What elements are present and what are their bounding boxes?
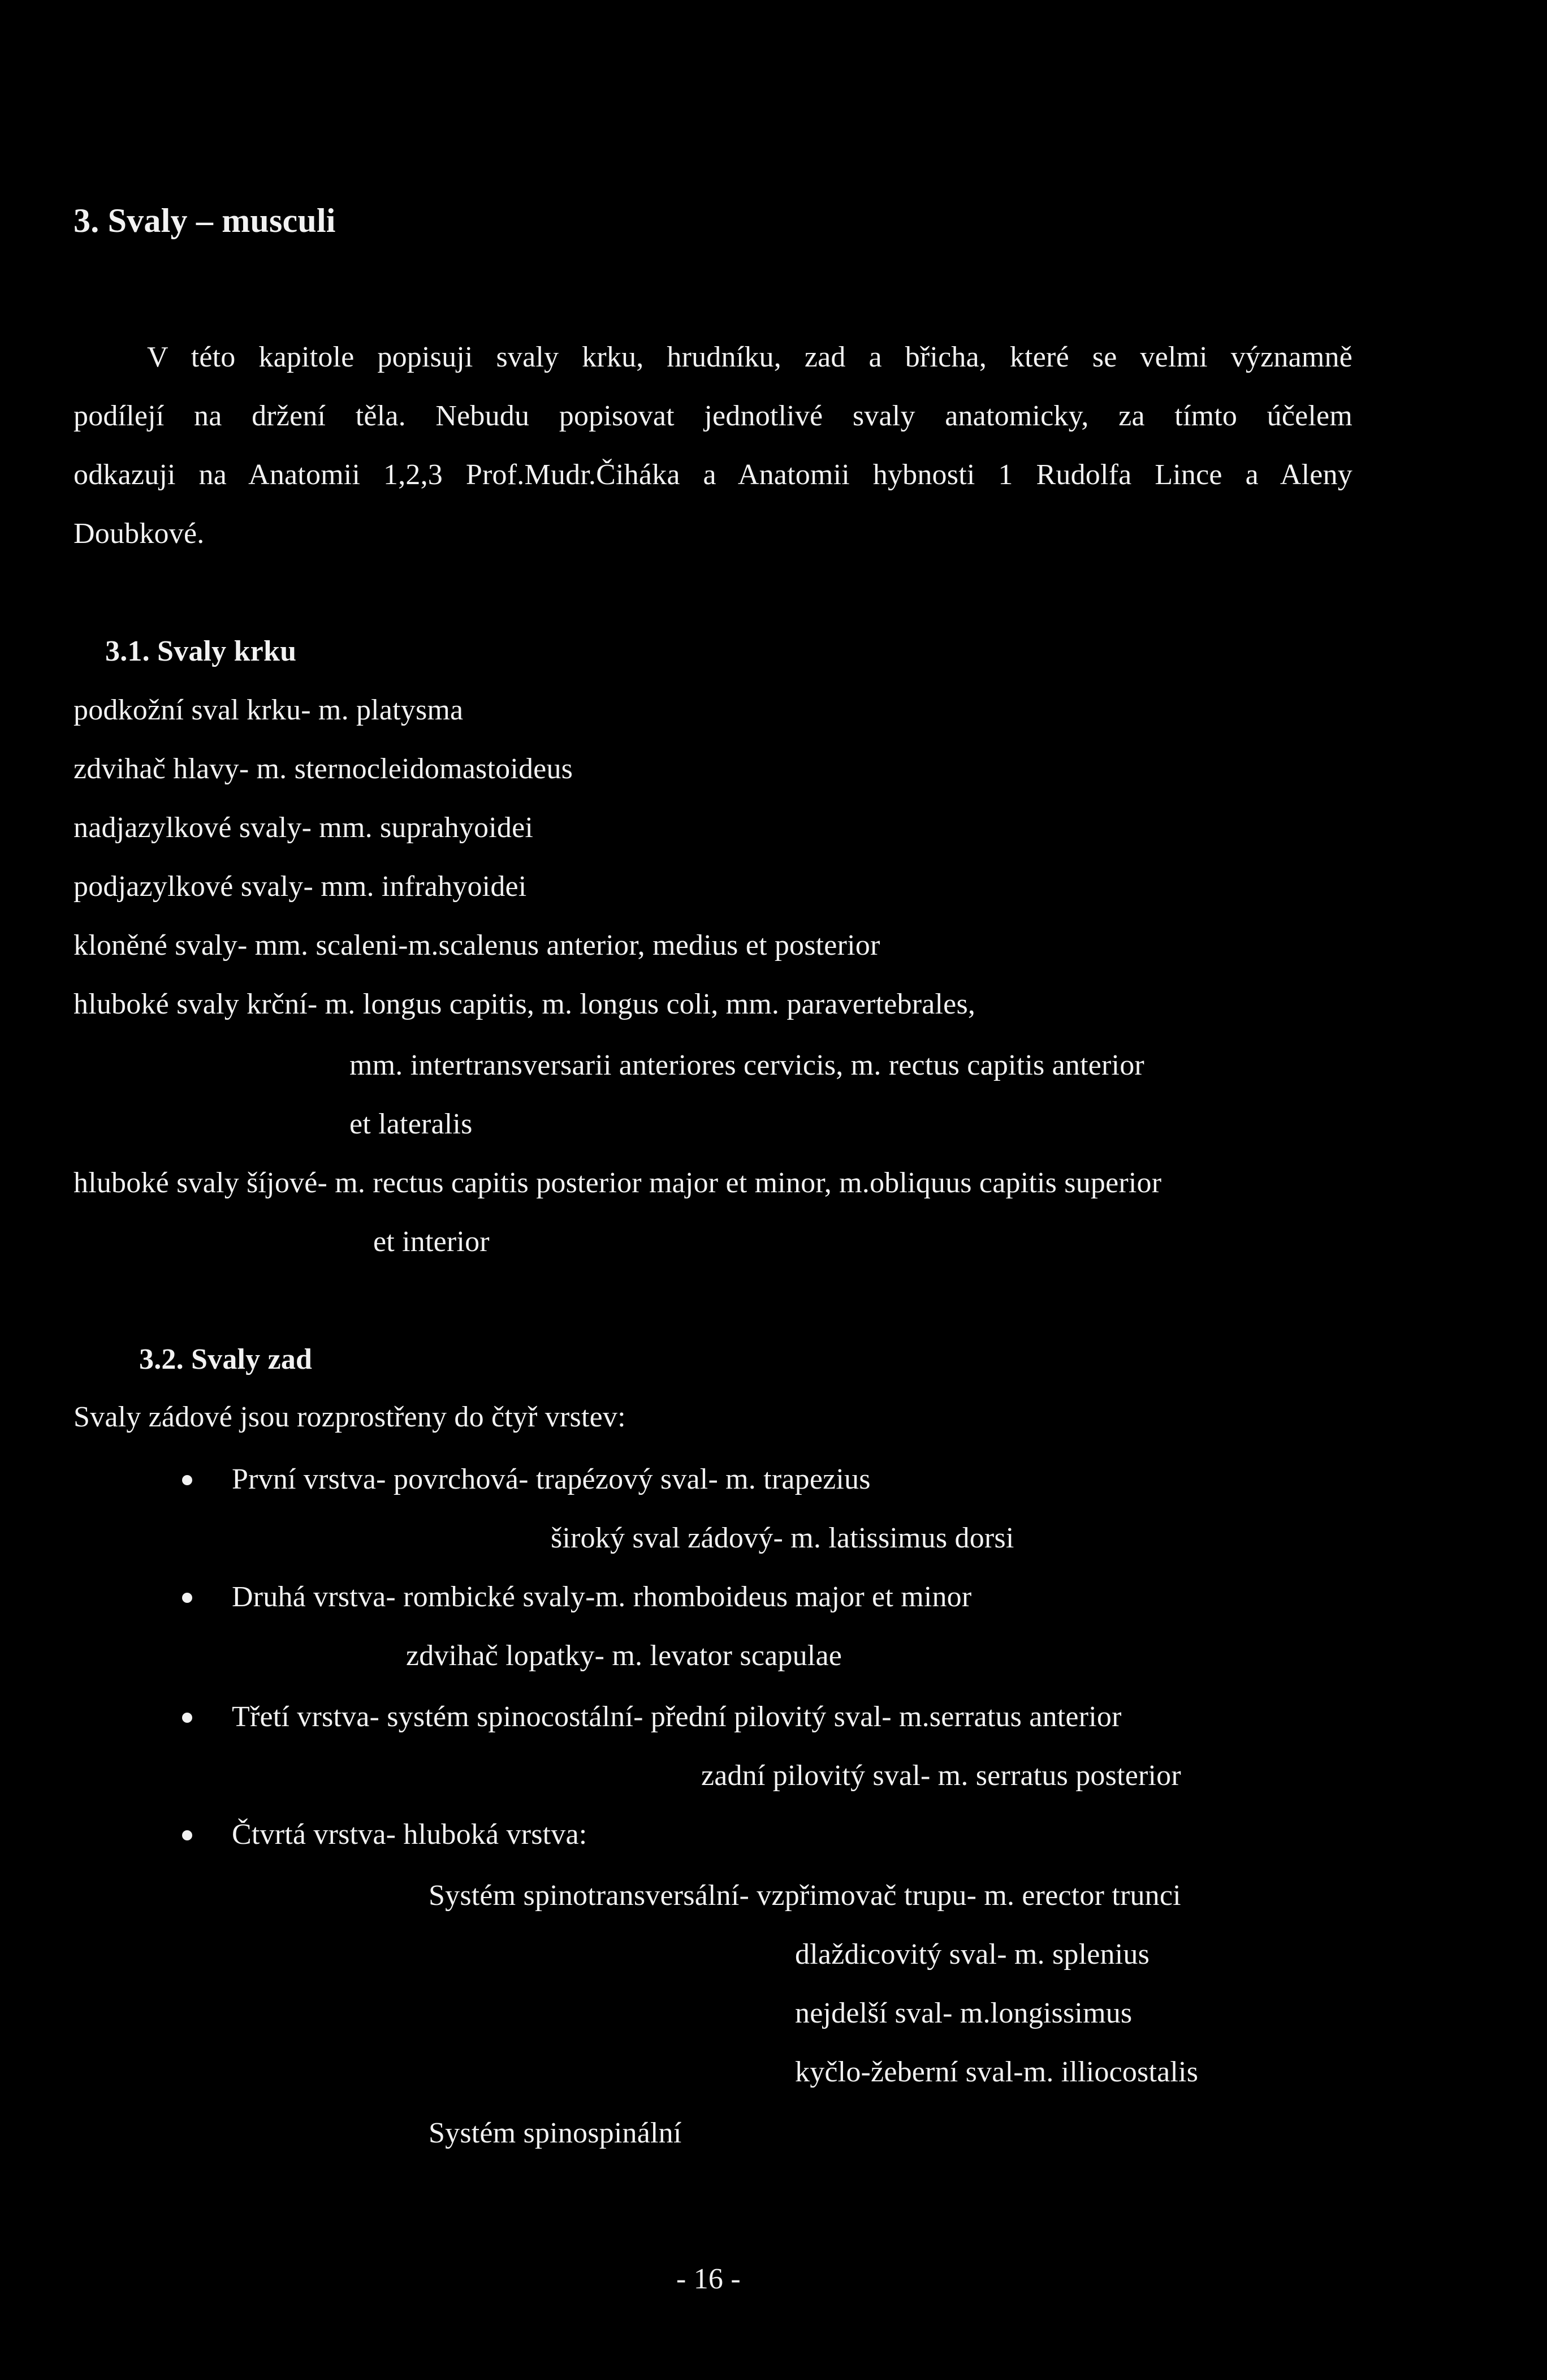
back-line: První vrstva- povrchová- trapézový sval- m. trapezius <box>232 1463 871 1495</box>
back-line: kyčlo-žeberní sval-m. illiocostalis <box>795 2056 1199 2088</box>
neck-line: kloněné svaly- mm. scaleni-m.scalenus anterior, medius et posterior <box>74 929 880 962</box>
back-line: dlaždicovitý sval- m. splenius <box>795 1938 1150 1971</box>
back-line: Systém spinotransversální- vzpřimovač trupu- m. erector trunci <box>429 1879 1181 1912</box>
back-line: široký sval zádový- m. latissimus dorsi <box>551 1522 1014 1554</box>
neck-line: et lateralis <box>349 1108 473 1140</box>
back-line: Druhá vrstva- rombické svaly-m. rhomboideus major et minor <box>232 1581 972 1613</box>
chapter-title: 3. Svaly – musculi <box>74 202 336 239</box>
back-intro: Svaly zádové jsou rozprostřeny do čtyř vrstev: <box>74 1401 626 1433</box>
section-neck-title: 3.1. Svaly krku <box>105 635 297 667</box>
section-back-title: 3.2. Svaly zad <box>139 1343 313 1376</box>
bullet-icon <box>182 1830 192 1840</box>
neck-line: hluboké svaly krční- m. longus capitis, m. longus coli, mm. paravertebrales, <box>74 988 976 1020</box>
back-line: nejdelší sval- m.longissimus <box>795 1997 1133 2029</box>
bullet-icon <box>182 1475 192 1485</box>
back-line: Systém spinospinální <box>429 2117 682 2149</box>
intro-line-4: Doubkové. <box>74 518 205 550</box>
bullet-icon <box>182 1713 192 1723</box>
neck-line: zdvihač hlavy- m. sternocleidomastoideus <box>74 753 573 785</box>
intro-line-2: podílejí na držení těla. Nebudu popisovat jednotlivé svaly anatomicky, za tímto účelem <box>74 400 1352 432</box>
neck-line: podkožní sval krku- m. platysma <box>74 694 464 726</box>
neck-line: podjazylkové svaly- mm. infrahyoidei <box>74 870 527 903</box>
neck-line: mm. intertransversarii anteriores cervicis, m. rectus capitis anterior <box>349 1049 1144 1081</box>
intro-line-1: V této kapitole popisuji svaly krku, hrudníku, zad a břicha, které se velmi významně <box>147 341 1352 373</box>
back-line: Třetí vrstva- systém spinocostální- přední pilovitý sval- m.serratus anterior <box>232 1701 1122 1733</box>
neck-line: hluboké svaly šíjové- m. rectus capitis posterior major et minor, m.obliquus capitis superior <box>74 1167 1162 1199</box>
page-number: - 16 - <box>676 2263 741 2295</box>
back-line: zadní pilovitý sval- m. serratus posterior <box>701 1760 1181 1792</box>
neck-line: et interior <box>373 1226 490 1258</box>
back-line: zdvihač lopatky- m. levator scapulae <box>406 1640 842 1672</box>
intro-line-3: odkazuji na Anatomii 1,2,3 Prof.Mudr.Čiháka a Anatomii hybnosti 1 Rudolfa Lince a Aleny <box>74 459 1352 491</box>
back-line: Čtvrtá vrstva- hluboká vrstva: <box>232 1818 587 1851</box>
bullet-icon <box>182 1593 192 1603</box>
neck-line: nadjazylkové svaly- mm. suprahyoidei <box>74 812 533 844</box>
